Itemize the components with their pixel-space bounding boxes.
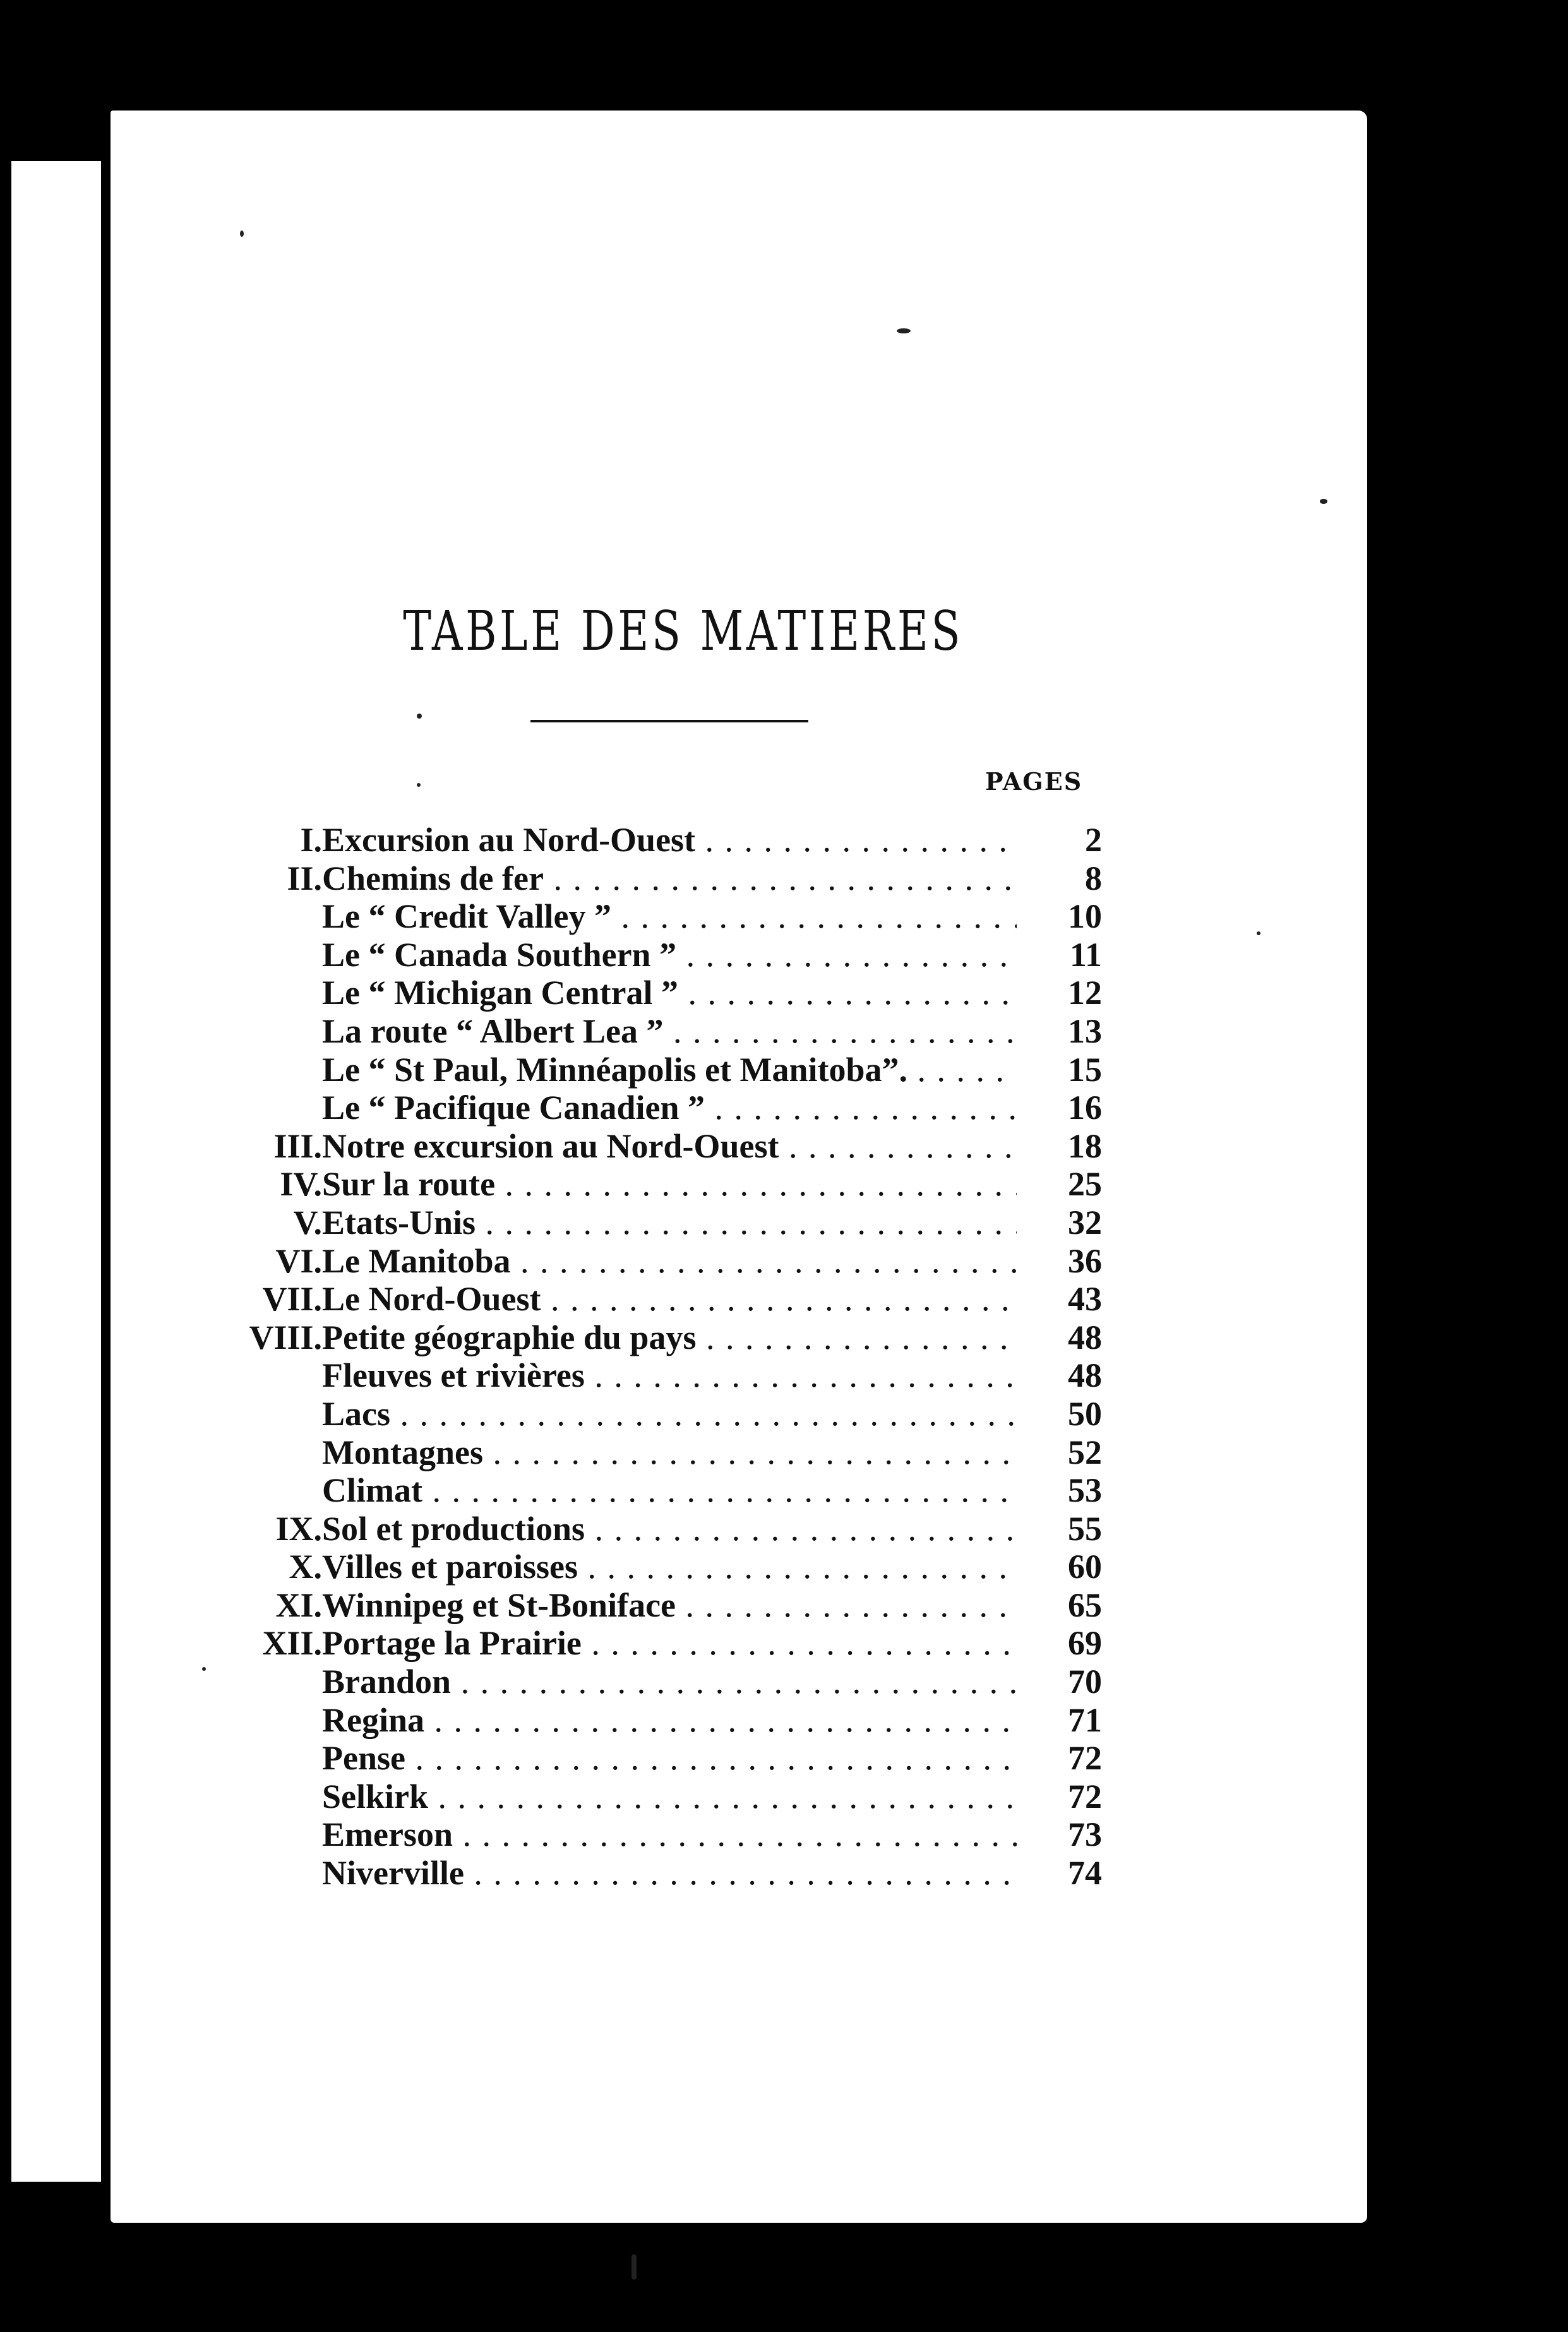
- toc-label-wrap: [322, 1051, 1017, 1089]
- scan-speck: [417, 783, 421, 787]
- toc-row: [189, 1089, 1105, 1127]
- toc-entry-title: Selkirk . . .: [322, 1778, 1017, 1815]
- toc-label-wrap: [322, 1280, 1017, 1318]
- toc-chapter-number: III.: [273, 1127, 322, 1165]
- toc-label-wrap: [322, 1242, 1017, 1281]
- toc-page-number: 25: [1068, 1165, 1102, 1204]
- toc-page-number: 73: [1068, 1815, 1102, 1854]
- toc-row: [189, 1318, 1105, 1357]
- toc-page-number: 18: [1068, 1127, 1102, 1165]
- toc-entry-title: Villes et paroisses . . .: [322, 1548, 1017, 1586]
- toc-page-number: 48: [1068, 1318, 1102, 1356]
- toc-row: [189, 1242, 1105, 1281]
- toc-row: [189, 1510, 1105, 1548]
- toc-label-wrap: [322, 1089, 1017, 1127]
- page-left-strip: [11, 161, 101, 2182]
- toc-row: [189, 1395, 1105, 1433]
- toc-label-wrap: [322, 1318, 1017, 1357]
- toc-label-wrap: [322, 1586, 1017, 1625]
- scan-speck: [202, 1667, 206, 1671]
- toc-label-wrap: [322, 1204, 1017, 1242]
- toc-entry-title: Le “ Canada Southern ” . . .: [322, 936, 1017, 974]
- toc-entry-title: La route “ Albert Lea ” . . .: [322, 1012, 1017, 1050]
- toc-page-number: 52: [1068, 1433, 1102, 1471]
- toc-label-wrap: [322, 1356, 1017, 1395]
- toc-chapter-number: VIII.: [249, 1318, 322, 1356]
- title-rule: [530, 720, 808, 722]
- toc-row: [189, 1433, 1105, 1472]
- toc-row: [189, 1471, 1105, 1510]
- toc-entry-title: Montagnes . . .: [322, 1433, 1017, 1471]
- toc-row: [189, 1663, 1105, 1701]
- toc-entry-title: Le “ St Paul, Minnéapolis et Manitoba”. . . .: [322, 1051, 1017, 1089]
- table-of-contents: [189, 821, 1105, 1893]
- toc-chapter-number: V.: [293, 1203, 322, 1241]
- toc-row: [189, 1204, 1105, 1242]
- toc-label-wrap: [322, 897, 1017, 936]
- toc-entry-title: Portage la Prairie . . .: [322, 1624, 1017, 1662]
- toc-entry-title: Le “ Michigan Central ” . . .: [322, 974, 1017, 1012]
- toc-label-wrap: [322, 1165, 1017, 1204]
- toc-row: [189, 1548, 1105, 1586]
- toc-page-number: 43: [1068, 1280, 1102, 1318]
- toc-row: [189, 1586, 1105, 1625]
- toc-page-number: 50: [1068, 1394, 1102, 1433]
- toc-entry-title: Sol et productions . . .: [322, 1510, 1017, 1548]
- toc-page-number: 65: [1068, 1586, 1102, 1624]
- toc-page-number: 71: [1068, 1701, 1102, 1739]
- toc-row: [189, 859, 1105, 898]
- toc-page-number: 72: [1068, 1739, 1102, 1778]
- toc-page-number: 2: [1085, 821, 1102, 859]
- toc-entry-title: Regina . . .: [322, 1701, 1017, 1739]
- toc-chapter-number: XI.: [275, 1586, 322, 1624]
- toc-page-number: 10: [1068, 897, 1102, 936]
- scan-speck: [240, 230, 244, 237]
- toc-page-number: 72: [1068, 1777, 1102, 1815]
- toc-page-number: 48: [1068, 1356, 1102, 1395]
- scan-speck: [631, 2254, 637, 2280]
- toc-label-wrap: [322, 1471, 1017, 1510]
- toc-label-wrap: [322, 936, 1017, 974]
- toc-entry-title: Fleuves et rivières . . .: [322, 1356, 1017, 1394]
- toc-label-wrap: [322, 1548, 1017, 1586]
- toc-row: [189, 1012, 1105, 1051]
- toc-page-number: 8: [1085, 859, 1102, 897]
- toc-chapter-number: XII.: [262, 1624, 322, 1663]
- toc-entry-title: Le Manitoba . . .: [322, 1242, 1017, 1280]
- toc-row: [189, 1165, 1105, 1204]
- toc-row: [189, 1854, 1105, 1893]
- toc-page-number: 36: [1068, 1241, 1102, 1280]
- page-title: TABLE DES MATIERES: [403, 600, 964, 663]
- toc-entry-title: Le Nord-Ouest . . .: [322, 1280, 1017, 1318]
- toc-entry-title: Emerson . . .: [322, 1815, 1017, 1853]
- toc-label-wrap: [322, 1815, 1017, 1854]
- toc-row: [189, 1815, 1105, 1854]
- toc-entry-title: Pense . . .: [322, 1739, 1017, 1777]
- toc-entry-title: Sur la route . . .: [322, 1165, 1017, 1203]
- toc-row: [189, 1778, 1105, 1816]
- toc-label-wrap: [322, 1510, 1017, 1548]
- toc-chapter-number: X.: [289, 1548, 322, 1586]
- toc-label-wrap: [322, 821, 1017, 859]
- toc-chapter-number: IX.: [275, 1509, 322, 1548]
- toc-label-wrap: [322, 1012, 1017, 1051]
- toc-label-wrap: [322, 1701, 1017, 1740]
- toc-label-wrap: [322, 1739, 1017, 1778]
- toc-entry-title: Notre excursion au Nord-Ouest . . .: [322, 1127, 1017, 1165]
- toc-page-number: 11: [1069, 935, 1102, 974]
- scan-speck: [1257, 931, 1260, 935]
- toc-row: [189, 1624, 1105, 1663]
- toc-page-number: 13: [1068, 1012, 1102, 1050]
- toc-page-number: 32: [1068, 1203, 1102, 1241]
- toc-label-wrap: [322, 1854, 1017, 1893]
- toc-row: [189, 1356, 1105, 1395]
- toc-label-wrap: [322, 859, 1017, 898]
- toc-entry-title: Lacs . . .: [322, 1395, 1017, 1433]
- toc-chapter-number: VII.: [262, 1280, 322, 1318]
- pages-column-heading: PAGES: [985, 767, 1083, 796]
- toc-chapter-number: VI.: [275, 1241, 322, 1280]
- toc-entry-title: Chemins de fer . . .: [322, 859, 1017, 897]
- toc-row: [189, 1051, 1105, 1089]
- toc-page-number: 70: [1068, 1663, 1102, 1701]
- toc-row: [189, 897, 1105, 936]
- scan-speck: [417, 714, 422, 719]
- toc-label-wrap: [322, 1624, 1017, 1663]
- toc-page-number: 15: [1068, 1050, 1102, 1089]
- toc-chapter-number: II.: [287, 859, 322, 897]
- toc-label-wrap: [322, 974, 1017, 1012]
- toc-chapter-number: I.: [300, 821, 322, 859]
- toc-page-number: 12: [1068, 974, 1102, 1012]
- toc-label-wrap: [322, 1127, 1017, 1166]
- toc-row: [189, 1127, 1105, 1166]
- toc-page-number: 55: [1068, 1509, 1102, 1548]
- toc-label-wrap: [322, 1778, 1017, 1816]
- toc-page-number: 53: [1068, 1471, 1102, 1510]
- toc-page-number: 74: [1068, 1854, 1102, 1893]
- toc-label-wrap: [322, 1663, 1017, 1701]
- toc-row: [189, 1739, 1105, 1778]
- toc-entry-title: Excursion au Nord-Ouest . . .: [322, 821, 1017, 859]
- toc-entry-title: Niverville . . .: [322, 1854, 1017, 1892]
- toc-row: [189, 1701, 1105, 1740]
- toc-entry-title: Brandon . . .: [322, 1663, 1017, 1701]
- toc-page-number: 16: [1068, 1089, 1102, 1127]
- toc-row: [189, 936, 1105, 974]
- toc-row: [189, 974, 1105, 1012]
- toc-label-wrap: [322, 1395, 1017, 1433]
- toc-entry-title: Winnipeg et St-Boniface . . .: [322, 1586, 1017, 1624]
- toc-label-wrap: [322, 1433, 1017, 1472]
- toc-entry-title: Etats-Unis . . .: [322, 1204, 1017, 1241]
- toc-entry-title: Climat . . .: [322, 1471, 1017, 1509]
- toc-entry-title: Le “ Credit Valley ” . . .: [322, 897, 1017, 935]
- toc-entry-title: Le “ Pacifique Canadien ” . . .: [322, 1089, 1017, 1127]
- toc-entry-title: Petite géographie du pays . . .: [322, 1318, 1017, 1356]
- toc-row: [189, 821, 1105, 859]
- toc-page-number: 60: [1068, 1548, 1102, 1586]
- toc-chapter-number: IV.: [280, 1165, 322, 1204]
- scan-speck: [897, 328, 911, 333]
- toc-page-number: 69: [1068, 1624, 1102, 1663]
- scan-speck: [1320, 499, 1327, 504]
- toc-row: [189, 1280, 1105, 1318]
